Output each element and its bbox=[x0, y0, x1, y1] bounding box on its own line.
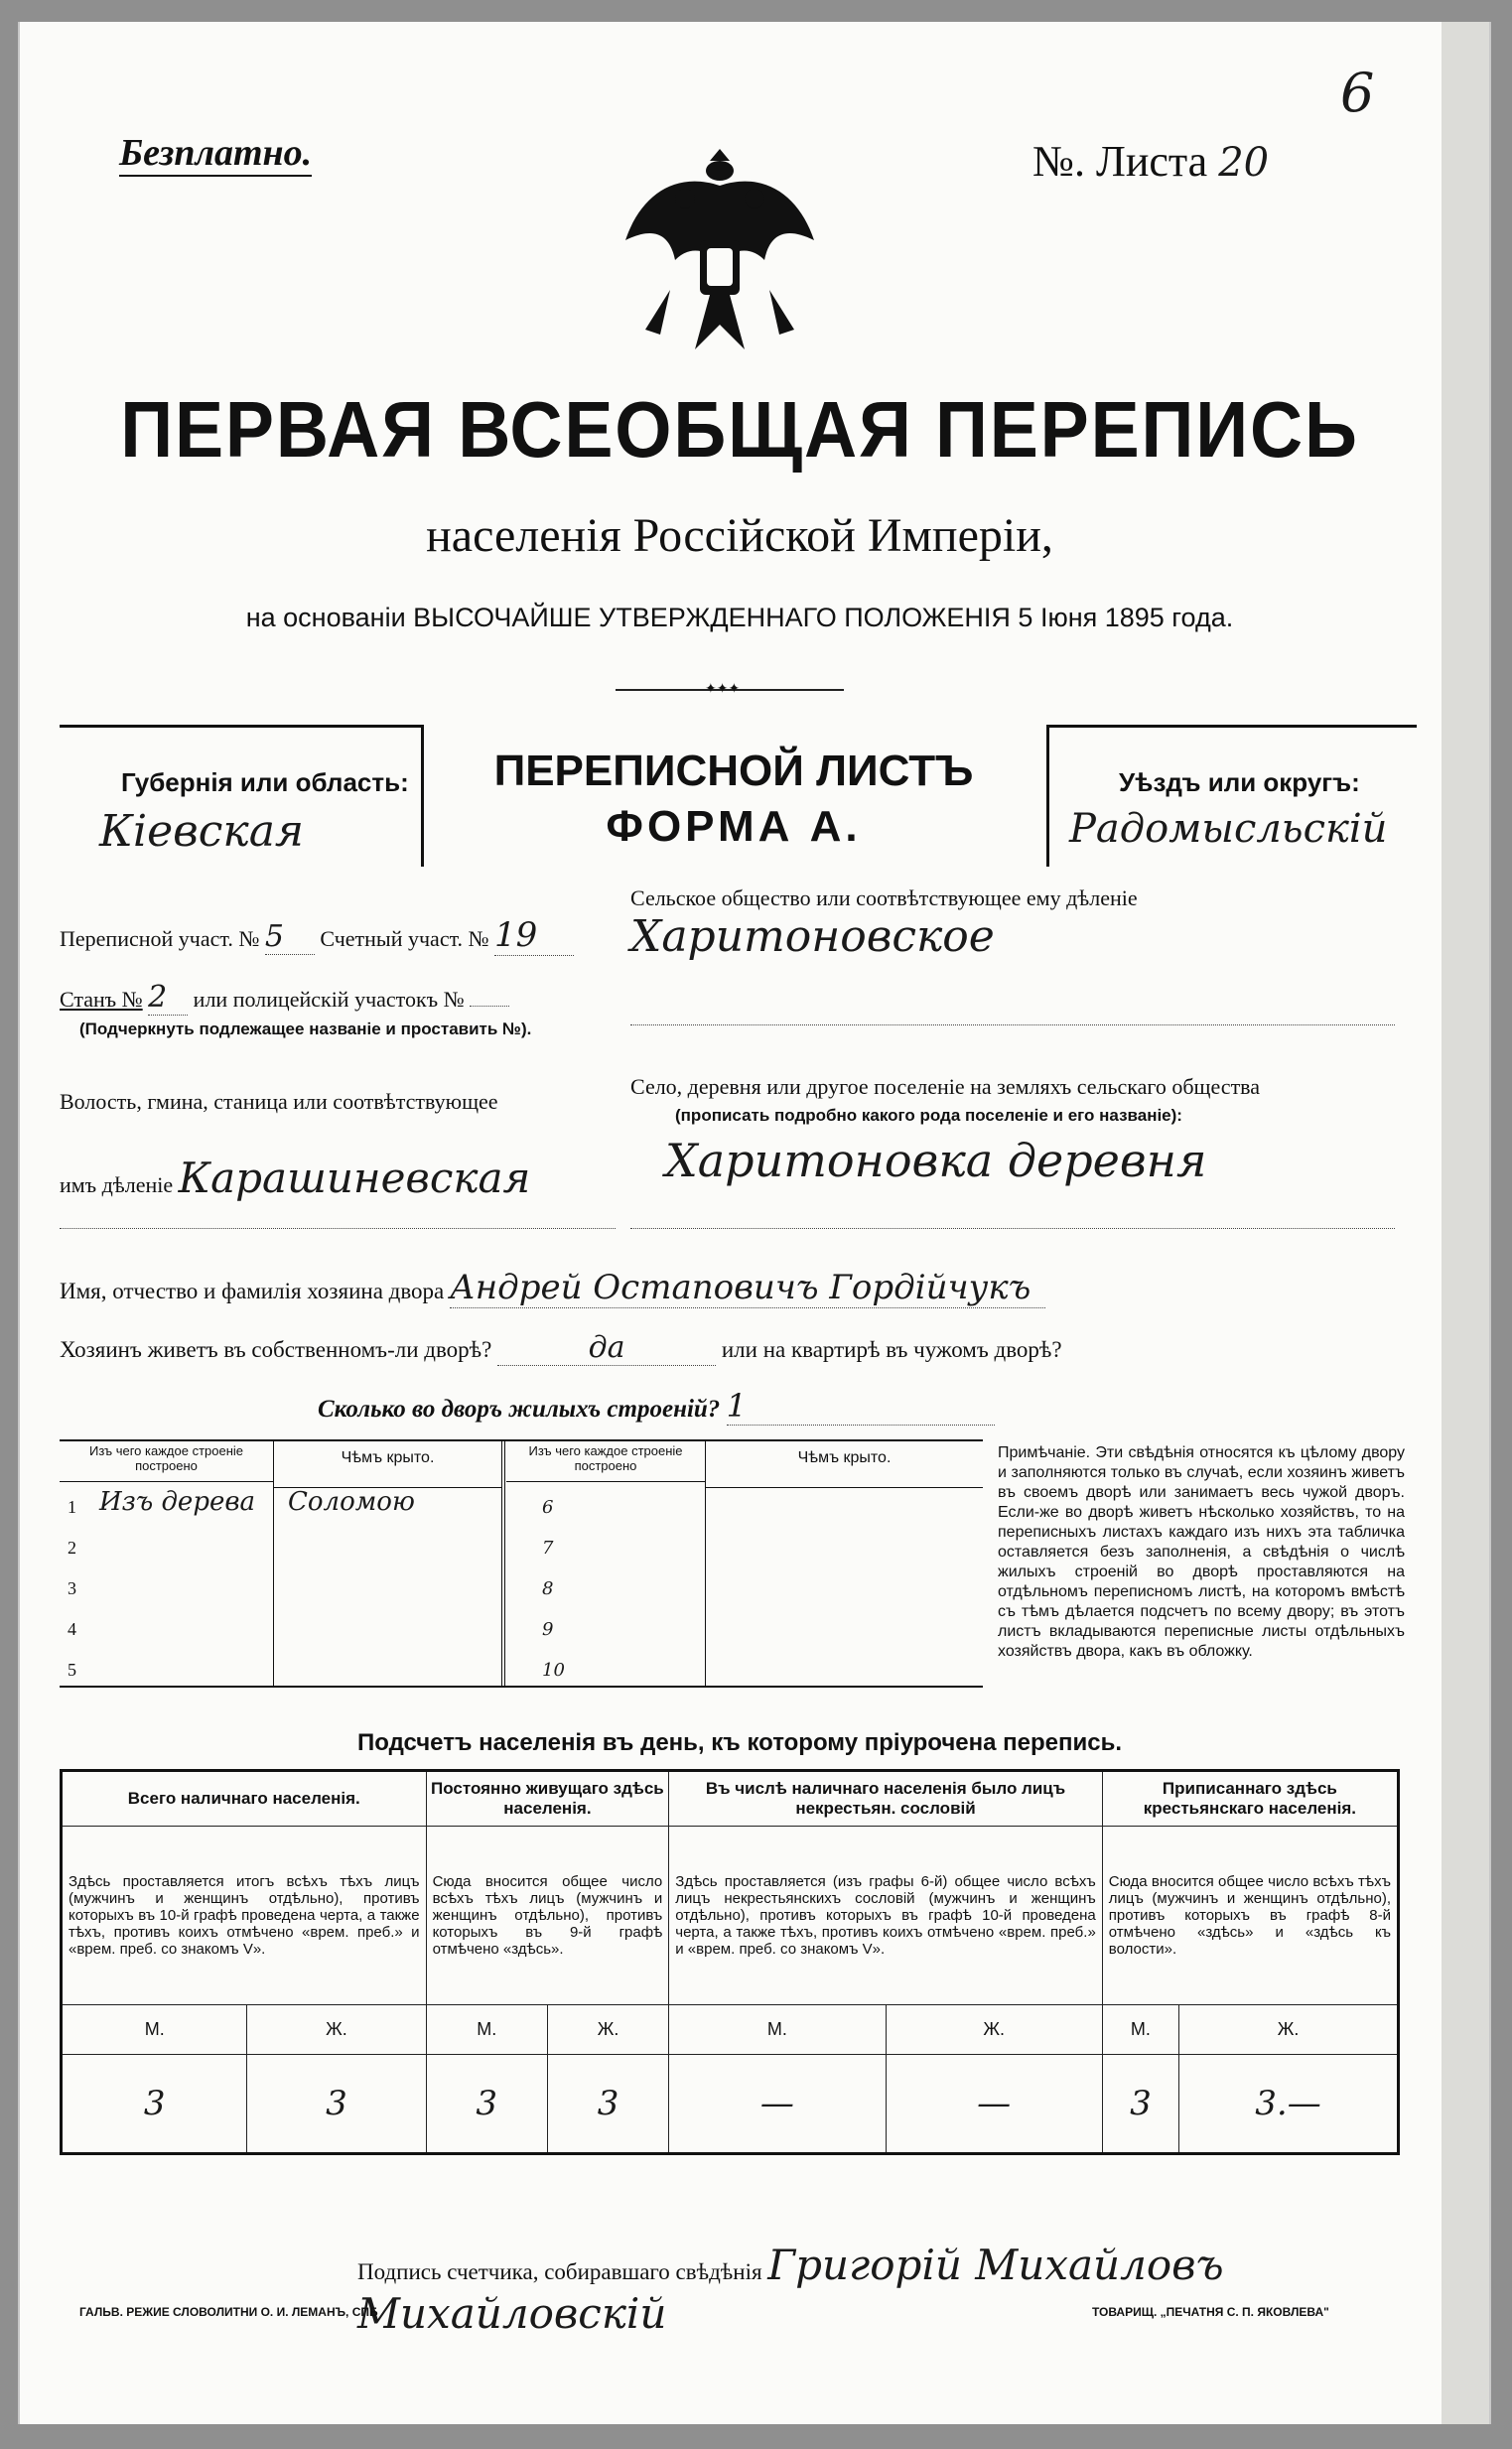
owner-lives-label: Хозяинъ живетъ въ собственномъ-ли дворѣ? bbox=[60, 1337, 492, 1362]
col-material-header-2: Изъ чего каждое строеніе построено bbox=[506, 1441, 706, 1482]
m-header: М. bbox=[669, 2005, 886, 2055]
signature-value: Григорій Михайловъ Михайловскій bbox=[357, 2241, 1224, 2338]
form-heading bbox=[421, 747, 1046, 852]
sheet-number bbox=[1032, 136, 1269, 187]
non-peasant-female: — bbox=[886, 2055, 1102, 2154]
owner-lives-row bbox=[60, 1330, 1201, 1366]
village-blank-line bbox=[630, 1228, 1395, 1229]
province-box bbox=[60, 725, 424, 867]
count-head-peasant: Приписаннаго здѣсь крестьянскаго населенія. bbox=[1102, 1771, 1398, 1827]
left-row-numbers: 1 2 3 4 5 bbox=[68, 1497, 76, 1680]
printer-right: ТОВАРИЩ. „ПЕЧАТНЯ С. П. ЯКОВЛЕВА" bbox=[1092, 2305, 1329, 2319]
underline-note: (Подчеркнуть подлежащее названіе и проставить №). bbox=[79, 1020, 532, 1038]
count-head-non-peasant: Въ числѣ наличнаго населенія было лицъ некрестьян. сословій bbox=[669, 1771, 1103, 1827]
title-sub: населенія Россійской Имперіи, bbox=[426, 509, 1053, 562]
population-count-table bbox=[60, 1769, 1400, 2155]
row1-roof: Соломою bbox=[288, 1487, 415, 1517]
stan-row bbox=[60, 980, 509, 1016]
count-desc-peasant: Сюда вносится общее число всѣхъ тѣхъ лицъ (мужчинъ и женщинъ отдѣльно), противъ которыхъ въ графѣ 8-й отмѣчено «здѣсь» и «здѣсь къ волости». bbox=[1102, 1827, 1398, 2005]
page-edge bbox=[1442, 22, 1489, 2424]
village-value: Харитоновка деревня bbox=[665, 1134, 1207, 1187]
buildings-table-right bbox=[506, 1441, 983, 1686]
district-value: Радомысльскій bbox=[1069, 806, 1388, 852]
count-desc-non-peasant: Здѣсь проставляется (изъ графы 6-й) общее число всѣхъ лицъ некрестьянскихъ сословій (мужчинъ и женщинъ отдѣльно), противъ которыхъ въ графѣ 10-й проведена черта, а также тѣхъ, противъ коихъ отмѣчено «врем. преб.» и «врем. преб. со знакомъ V». bbox=[669, 1827, 1103, 2005]
right-row-numbers: 6 7 8 9 10 bbox=[542, 1497, 565, 1681]
count-head-total: Всего наличнаго населенія. bbox=[62, 1771, 427, 1827]
sheet-number-value: 20 bbox=[1218, 140, 1270, 186]
buildings-value: 1 bbox=[727, 1387, 995, 1426]
province-value: Кіевская bbox=[99, 806, 305, 857]
form-heading-1: ПЕРЕПИСНОЙ ЛИСТЪ bbox=[493, 747, 974, 795]
buildings-table-left bbox=[60, 1441, 505, 1686]
count-desc-permanent: Сюда вносится общее число всѣхъ тѣхъ лицъ (мужчинъ и женщинъ отдѣльно), противъ которыхъ въ 9-й графѣ отмѣчено «здѣсь». bbox=[426, 1827, 669, 2005]
province-label: Губернія или область: bbox=[121, 767, 409, 797]
society-blank-line bbox=[630, 1024, 1395, 1025]
owner-name-value: Андрей Остаповичъ Гордійчукъ bbox=[450, 1268, 1045, 1308]
count-section-label: Счетный участ. № bbox=[320, 926, 489, 951]
society-value: Харитоновское bbox=[630, 911, 995, 962]
permanent-male: 3 bbox=[426, 2055, 547, 2154]
signature-label: Подпись счетчика, собиравшаго свѣдѣнія bbox=[357, 2259, 762, 2284]
count-title: Подсчетъ населенія въ день, къ которому пріурочена перепись. bbox=[357, 1729, 1122, 1756]
census-section-row bbox=[60, 915, 574, 956]
signature-row bbox=[357, 2241, 1449, 2338]
ornament-icon: ✦✦✦ bbox=[705, 682, 741, 697]
f-header: Ж. bbox=[547, 2005, 668, 2055]
volost-value: Карашиневская bbox=[178, 1154, 531, 1202]
title-basis: на основаніи ВЫСОЧАЙШЕ УТВЕРЖДЕННАГО ПОЛОЖЕНІЯ 5 Іюня 1895 года. bbox=[245, 603, 1234, 632]
buildings-label: Сколько во дворъ жилыхъ строеній? bbox=[318, 1396, 721, 1423]
buildings-row bbox=[318, 1387, 995, 1426]
remark-note: Примѣчаніе. Эти свѣдѣнія относятся къ цѣлому двору и заполняются только въ случаѣ, если хозяинъ живетъ въ своемъ дворѣ или занимаетъ весь чужой дворъ. Если-же во дворѣ живетъ нѣсколько хозяйствъ, то на переписныхъ листахъ каждаго изъ нихъ эта табличка оставляется безъ заполненія, а свѣдѣнія о числѣ жилыхъ строеній во дворѣ проставляются на отдѣльномъ переписномъ листѣ, на которомъ вмѣстѣ съ тѣмъ дѣлается подсчетъ по всему двору; въ этотъ листъ вкладываются переписные листы отдѣльныхъ хозяйствъ двора, какъ въ обложку. bbox=[998, 1444, 1405, 1660]
count-desc-total: Здѣсь проставляется итогъ всѣхъ тѣхъ лицъ (мужчинъ и женщинъ отдѣльно), противъ которыхъ въ 10-й графѣ проведена черта, а также тѣхъ, противъ коихъ отмѣчено «врем. преб.» и «врем. преб. со знакомъ V». bbox=[62, 1827, 427, 2005]
title-main: ПЕРВАЯ ВСЕОБЩАЯ ПЕРЕПИСЬ bbox=[120, 385, 1359, 474]
peasant-female: 3.— bbox=[1179, 2055, 1399, 2154]
col-roof-header-2: Чѣмъ крыто. bbox=[706, 1441, 983, 1488]
village-label: Село, деревня или другое поселеніе на земляхъ сельскаго общества bbox=[630, 1074, 1261, 1099]
col-material-header: Изъ чего каждое строеніе построено bbox=[60, 1441, 274, 1482]
sheet-number-label: №. Листа bbox=[1032, 137, 1208, 186]
corner-number: 6 bbox=[1340, 62, 1375, 124]
owner-lives-value: да bbox=[497, 1330, 716, 1366]
total-male: 3 bbox=[62, 2055, 247, 2154]
f-header: Ж. bbox=[247, 2005, 426, 2055]
m-header: М. bbox=[1102, 2005, 1178, 2055]
total-female: 3 bbox=[247, 2055, 426, 2154]
permanent-female: 3 bbox=[547, 2055, 668, 2154]
peasant-male: 3 bbox=[1102, 2055, 1178, 2154]
m-header: М. bbox=[62, 2005, 247, 2055]
district-label: Уѣздъ или округъ: bbox=[1119, 767, 1360, 797]
printer-left: ГАЛЬВ. РЕЖИЕ СЛОВОЛИТНИ О. И. ЛЕМАНЪ, СПБ bbox=[79, 2305, 378, 2319]
volost-row bbox=[60, 1154, 616, 1202]
row1-material: Изъ дерева bbox=[99, 1487, 255, 1517]
owner-rent-label: или на квартирѣ въ чужомъ дворѣ? bbox=[721, 1337, 1062, 1362]
f-header: Ж. bbox=[886, 2005, 1102, 2055]
village-note: (прописать подробно какого рода поселеніе и его названіе): bbox=[675, 1106, 1182, 1125]
col-roof-header: Чѣмъ крыто. bbox=[274, 1441, 501, 1488]
buildings-table bbox=[60, 1439, 983, 1688]
imperial-eagle-emblem bbox=[616, 141, 824, 379]
free-label: Безплатно. bbox=[119, 131, 312, 177]
census-section-value: 5 bbox=[265, 919, 315, 955]
m-header: М. bbox=[426, 2005, 547, 2055]
owner-name-row bbox=[60, 1268, 1152, 1308]
stan-value: 2 bbox=[148, 980, 188, 1016]
census-section-label: Переписной участ. № bbox=[60, 926, 260, 951]
count-head-permanent: Постоянно живущаго здѣсь населенія. bbox=[426, 1771, 669, 1827]
volost-label: Волость, гмина, станица или соотвѣтствующее bbox=[60, 1089, 498, 1114]
owner-name-label: Имя, отчество и фамилія хозяина двора bbox=[60, 1279, 445, 1303]
census-sheet bbox=[18, 22, 1491, 2424]
form-heading-2: ФОРМА А. bbox=[606, 802, 862, 851]
count-section-value: 19 bbox=[494, 915, 574, 956]
f-header: Ж. bbox=[1179, 2005, 1399, 2055]
volost-blank-line bbox=[60, 1228, 616, 1229]
volost-label-2: имъ дѣленіе bbox=[60, 1172, 174, 1197]
non-peasant-male: — bbox=[669, 2055, 886, 2154]
society-label: Сельское общество или соотвѣтствующее ему дѣленіе bbox=[630, 885, 1138, 910]
district-box bbox=[1046, 725, 1417, 867]
police-label: или полицейскій участокъ № bbox=[193, 987, 465, 1012]
stan-label: Станъ № bbox=[60, 987, 143, 1012]
society-row bbox=[630, 885, 1425, 962]
